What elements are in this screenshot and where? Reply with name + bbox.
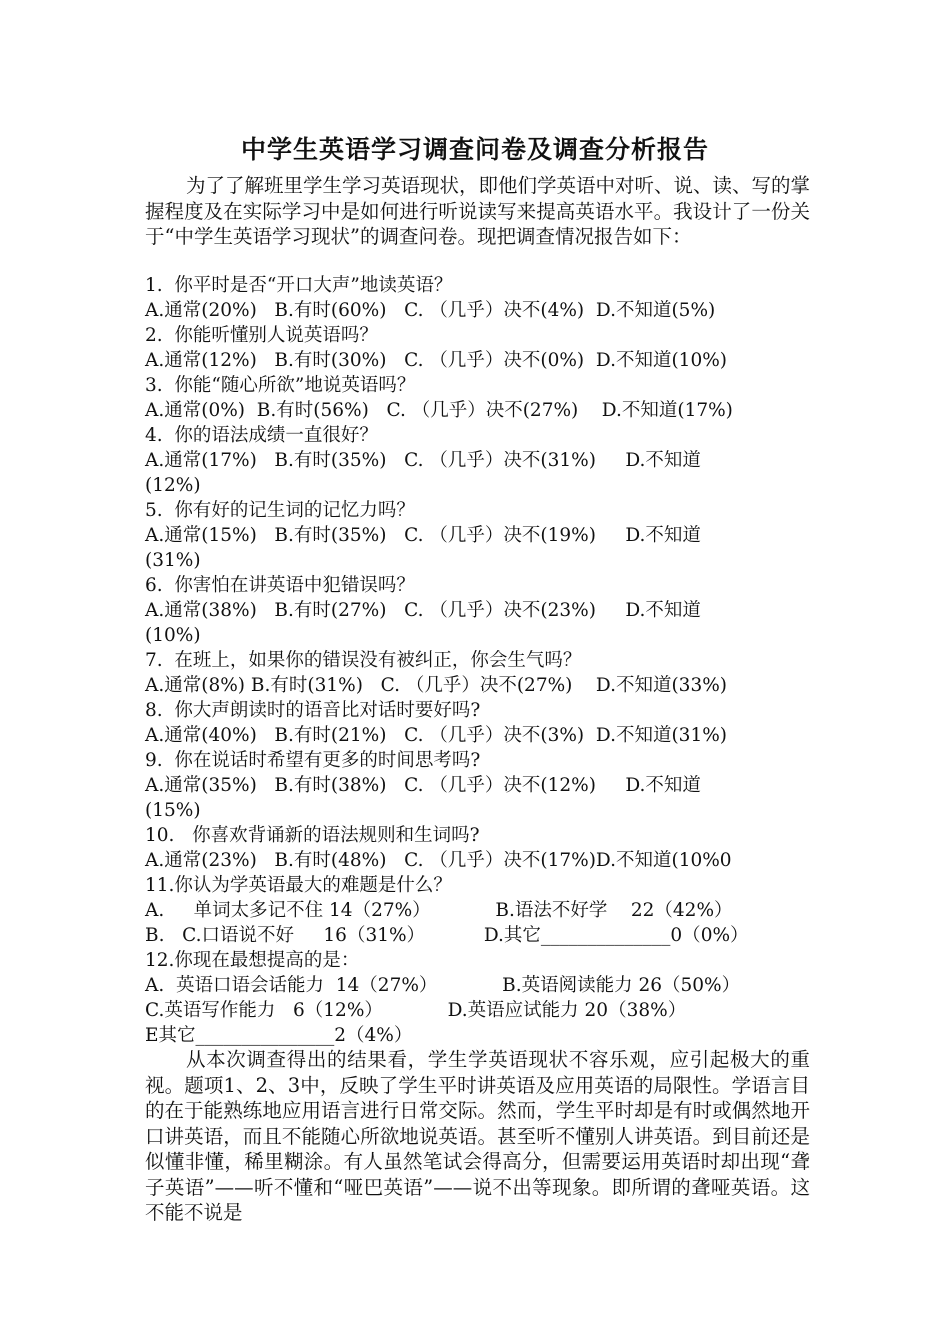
survey-line: 10. 你喜欢背诵新的语法规则和生词吗?: [145, 825, 480, 846]
survey-line: 9. 你在说话时希望有更多的时间思考吗?: [145, 750, 481, 771]
survey-line: 7. 在班上，如果你的错误没有被纠正，你会生气吗？: [145, 650, 582, 671]
survey-line: (10%): [145, 625, 201, 646]
survey-line: 2. 你能听懂别人说英语吗？: [145, 325, 378, 346]
survey-line: E其它_______________2（4%）: [145, 1025, 413, 1046]
survey-line: A.通常(23%) B.有时(48%) C. （几乎）决不(17%)D.不知道(10%0: [145, 850, 732, 871]
survey-line: (15%): [145, 800, 201, 821]
survey-line: (12%): [145, 475, 201, 496]
survey-line: A.通常(15%) B.有时(35%) C. （几乎）决不(19%) D.不知道: [145, 525, 701, 546]
intro-paragraph: 为了了解班里学生学习英语现状，即他们学英语中对听、说、读、写的掌握程度及在实际学习中是如何进行听说读写来提高英语水平。我设计了一份关于“中学生英语学习现状”的调查问卷。现把调查情况报告如下：: [145, 174, 810, 248]
survey-line: 6. 你害怕在讲英语中犯错误吗？: [145, 575, 415, 596]
survey-line: A. 单词太多记不住 14（27%） B.语法不好学 22（42%）: [145, 900, 733, 921]
survey-line: A.通常(38%) B.有时(27%) C. （几乎）决不(23%) D.不知道: [145, 600, 701, 621]
survey-line: 11.你认为学英语最大的难题是什么？: [145, 875, 452, 896]
survey-line: B. C.口语说不好 16（31%） D.其它______________0（0%）: [145, 925, 749, 946]
survey-line: 3. 你能“随心所欲”地说英语吗？: [145, 375, 416, 396]
survey-line: A.通常(35%) B.有时(38%) C. （几乎）决不(12%) D.不知道: [145, 775, 701, 796]
survey-line: A.通常(40%) B.有时(21%) C. （几乎）决不(3%) D.不知道(31%): [145, 725, 728, 746]
survey-line: A. 英语口语会话能力 14（27%） B.英语阅读能力 26（50%）: [145, 975, 741, 996]
survey-line: A.通常(12%) B.有时(30%) C. （几乎）决不(0%) D.不知道(10%): [145, 350, 728, 371]
analysis-paragraph: 从本次调查得出的结果看，学生学英语现状不容乐观，应引起极大的重视。题项1、2、3中，反映了学生平时讲英语及应用英语的局限性。学语言目的在于能熟练地应用语言进行日常交际。然而，学生平时却是有时或偶然地开口讲英语，而且不能随心所欲地说英语。甚至听不懂别人讲英语。到目前还是似懂非懂，稀里糊涂。有人虽然笔试会得高分，但需要运用英语时却出现“聋子英语”——听不懂和“哑巴英语”——说不出等现象。即所谓的聋哑英语。这不能不说是: [145, 1048, 810, 1224]
document-title: 中学生英语学习调查问卷及调查分析报告: [240, 135, 709, 164]
survey-line: 1. 你平时是否“开口大声”地读英语？: [145, 275, 453, 296]
survey-line: A.通常(17%) B.有时(35%) C. （几乎）决不(31%) D.不知道: [145, 450, 701, 471]
survey-line: A.通常(8%) B.有时(31%) C. （几乎）决不(27%) D.不知道(33%): [145, 675, 728, 696]
survey-line: 12.你现在最想提高的是：: [145, 950, 360, 971]
survey-line: 8. 你大声朗读时的语音比对话时要好吗?: [145, 700, 481, 721]
survey-line: 5. 你有好的记生词的记忆力吗？: [145, 500, 415, 521]
survey-line: A.通常(0%) B.有时(56%) C. （几乎）决不(27%) D.不知道(17%): [145, 400, 733, 421]
survey-line: (31%): [145, 550, 201, 571]
survey-line: C.英语写作能力 6（12%） D.英语应试能力 20（38%）: [145, 1000, 687, 1021]
survey-line: 4. 你的语法成绩一直很好？: [145, 425, 378, 446]
survey-line: A.通常(20%) B.有时(60%) C. （几乎）决不(4%) D.不知道(5%): [145, 300, 716, 321]
